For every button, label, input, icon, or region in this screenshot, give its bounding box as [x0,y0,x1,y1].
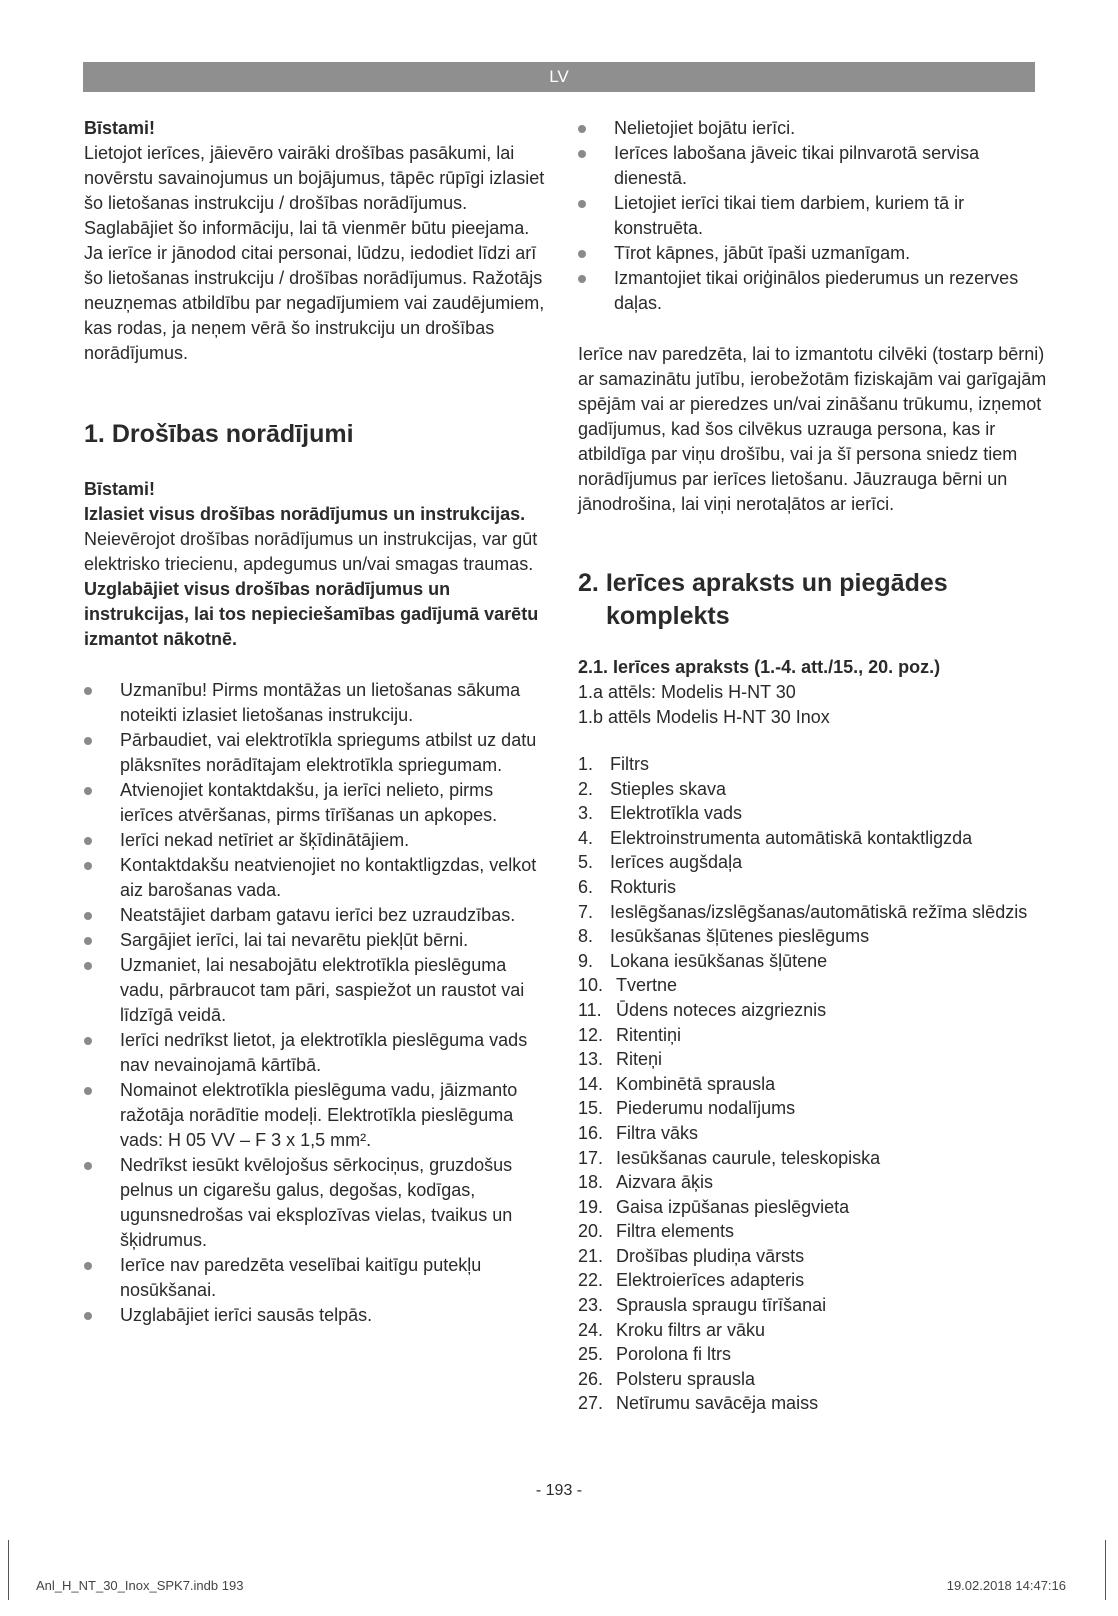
page-number: - 193 - [535,1482,583,1499]
part-number: 10. [578,975,604,996]
bullet-icon [84,862,92,870]
language-header-bar [83,62,1035,92]
part-label: Riteņi [616,1049,663,1070]
list-item [578,1391,1048,1416]
warning-bold-1: Izlasiet visus drošības norādījumus un instrukcijas. [84,504,526,524]
list-item [578,777,1048,802]
part-label: Ritentiņi [616,1024,682,1045]
list-item: Ierīce nav paredzēta veselībai kaitīgu putekļu nosūkšanai. [84,1253,546,1303]
part-label: Ieslēgšanas/izslēgšanas/automātiskā režīma slēdzis [610,901,1028,922]
bullet-icon [84,687,92,695]
section-2-title: Ierīces apraksts un piegādes komplekts [605,569,948,630]
section-1-heading [84,418,546,451]
part-label: Drošības pludiņa vārsts [616,1245,805,1266]
part-number: 13. [578,1049,604,1070]
footer-file-info: Anl_H_NT_30_Inox_SPK7.indb 193 [36,1578,244,1593]
list-item [578,1047,1048,1072]
bullet-icon [84,737,92,745]
section-1-title: Drošības norādījumi [111,420,354,448]
figure-1a-caption: 1.a attēls: Modelis H-NT 30 [578,682,796,702]
part-number: 23. [578,1295,604,1316]
part-label: Elektroinstrumenta automātiskā kontaktligzda [610,827,973,848]
bullet-icon [84,912,92,920]
part-label: Elektroierīces adapteris [616,1270,805,1291]
safety-warning-paragraph [84,502,546,652]
section-2-number: 2. [578,569,599,597]
part-number: 15. [578,1098,604,1119]
list-item [578,850,1048,875]
language-code: LV [549,67,569,86]
part-number: 21. [578,1245,604,1266]
part-number: 4. [578,827,594,848]
part-number: 20. [578,1221,604,1242]
part-label: Tvertne [616,975,678,996]
bullet-icon [84,962,92,970]
list-item: Ierīci nedrīkst lietot, ja elektrotīkla pieslēguma vads nav nevainojamā kārtībā. [84,1028,546,1078]
children-warning-paragraph: Ierīce nav paredzēta, lai to izmantotu cilvēki (tostarp bērni) ar samazinātu jutību, ierobežotām fiziskajām vai garīgajām spējām vai ar pieredzes un/vai zināšanu trūkumu, izņemot gadījumus, kad šos cilvēkus uzrauga persona, kas ir atbildīga par viņu drošību, vai ja šī persona sniedz tiem norādījumus par ierīces lietošanu. Jāuzrauga bērni un jānodrošina, lai viņi nerotaļātos ar ierīci. [578,344,1047,514]
part-label: Kombinētā sprausla [616,1073,776,1094]
warning-bold-2: Uzglabājiet visus drošības norādījumus un instrukcijas, lai tos nepieciešamības gadījumā varētu izmantot nākotnē. [84,579,539,649]
part-label: Polsteru sprausla [616,1368,756,1389]
part-number: 8. [578,926,594,947]
danger-heading-2: Bīstami! [84,479,156,499]
footer-datetime: 19.02.2018 14:47:16 [946,1578,1066,1593]
list-item: Uzmanību! Pirms montāžas un lietošanas sākuma noteikti izlasiet lietošanas instrukciju. [84,678,546,728]
list-item [578,1367,1048,1392]
part-label: Filtrs [610,754,649,774]
bullet-icon [84,1087,92,1095]
part-number: 1. [578,754,594,774]
bullet-icon [578,125,586,133]
part-label: Gaisa izpūšanas pieslēgvieta [616,1196,850,1217]
bullet-icon [84,1262,92,1270]
crop-mark-right [1105,1540,1106,1600]
part-label: Kroku filtrs ar vāku [616,1319,766,1340]
part-label: Aizvara āķis [616,1172,714,1193]
part-number: 24. [578,1319,604,1340]
part-number: 12. [578,1024,604,1045]
figure-1b-caption: 1.b attēls Modelis H-NT 30 Inox [578,707,830,727]
list-item [578,826,1048,851]
list-item [578,900,1048,925]
list-item: Lietojiet ierīci tikai tiem darbiem, kuriem tā ir konstruēta. [578,191,1048,241]
part-label: Filtra elements [616,1221,735,1242]
part-number: 17. [578,1147,604,1168]
subsection-2-1-heading: 2.1. Ierīces apraksts (1.-4. att./15., 20. poz.) [578,657,941,677]
list-item: Izmantojiet tikai oriģinālos piederumus un rezerves daļas. [578,266,1048,316]
part-label: Piederumu nodalījums [616,1098,796,1119]
part-number: 16. [578,1122,604,1143]
part-number: 5. [578,852,594,873]
parts-list [578,752,1048,1416]
part-number: 2. [578,778,594,799]
bullet-icon [84,837,92,845]
list-item: Tīrot kāpnes, jābūt īpaši uzmanīgam. [578,241,1048,266]
list-item [578,1096,1048,1121]
part-number: 3. [578,803,594,824]
list-item [578,1195,1048,1220]
list-item [578,1244,1048,1269]
bullet-icon [84,787,92,795]
part-label: Iesūkšanas šļūtenes pieslēgums [610,926,870,947]
part-label: Lokana iesūkšanas šļūtene [610,950,828,971]
list-item [578,1219,1048,1244]
list-item: Sargājiet ierīci, lai tai nevarētu piekļūt bērni. [84,928,546,953]
list-item [578,973,1048,998]
part-label: Elektrotīkla vads [610,803,743,824]
part-number: 22. [578,1270,604,1291]
list-item [578,1170,1048,1195]
left-column [84,116,546,1328]
part-number: 25. [578,1344,604,1365]
list-item [578,1342,1048,1367]
list-item: Neatstājiet darbam gatavu ierīci bez uzraudzības. [84,903,546,928]
bullet-icon [578,275,586,283]
list-item: Atvienojiet kontaktdakšu, ja ierīci nelieto, pirms ierīces atvēršanas, pirms tīrīšanas un apkopes. [84,778,546,828]
part-label: Netīrumu savācēja maiss [616,1393,819,1414]
bullet-icon [84,937,92,945]
part-number: 11. [578,999,602,1020]
part-label: Rokturis [610,876,677,897]
section-1-number: 1. [84,420,105,448]
list-item [578,1072,1048,1097]
danger-intro-text: Lietojot ierīces, jāievēro vairāki drošības pasākumi, lai novērstu savainojumus un bojājumus, tāpēc rūpīgi izlasiet šo lietošanas instrukciju / drošības norādījumus. Saglabājiet šo informāciju, lai tā vienmēr būtu pieejama. Ja ierīce ir jānodod citai personai, lūdzu, iedodiet līdzi arī šo lietošanas instrukciju / drošības norādījumus. Ražotājs neuzņemas atbildību par negadījumiem vai zaudējumiem, kas rodas, ja neņem vērā šo instrukciju un drošības norādījumus. [84,143,545,363]
bullet-icon [578,250,586,258]
list-item [578,801,1048,826]
list-item [578,949,1048,974]
part-number: 18. [578,1172,604,1193]
list-item: Pārbaudiet, vai elektrotīkla spriegums atbilst uz datu plāksnītes norādītajam elektrotīkla spriegumam. [84,728,546,778]
danger-heading: Bīstami! [84,118,156,138]
list-item [578,924,1048,949]
list-item: Ierīces labošana jāveic tikai pilnvarotā servisa dienestā. [578,141,1048,191]
part-number: 27. [578,1393,604,1414]
list-item: Uzmaniet, lai nesabojātu elektrotīkla pieslēguma vadu, pārbraucot tam pāri, saspiežot un raustot vai līdzīgā veidā. [84,953,546,1028]
bullet-icon [84,1162,92,1170]
list-item [578,875,1048,900]
part-number: 6. [578,876,594,897]
section-2-heading [578,567,1048,633]
list-item: Nomainot elektrotīkla pieslēguma vadu, jāizmanto ražotāja norādītie modeļi. Elektrotīkla pieslēguma vads: H 05 VV – F 3 x 1,5 mm². [84,1078,546,1153]
part-label: Iesūkšanas caurule, teleskopiska [616,1147,881,1168]
bullet-icon [578,200,586,208]
list-item [578,1146,1048,1171]
list-item [578,1318,1048,1343]
part-number: 19. [578,1196,604,1217]
part-label: Filtra vāks [616,1122,699,1143]
list-item: Nedrīkst iesūkt kvēlojošus sērkociņus, gruzdošus pelnus un cigarešu galus, degošas, kodīgas, ugunsnedrošas vai eksplozīvas vielas, tvaikus un šķidrumus. [84,1153,546,1253]
list-item [578,1268,1048,1293]
part-label: Sprausla spraugu tīrīšanai [616,1295,827,1316]
part-label: Porolona fi ltrs [616,1344,732,1365]
list-item [578,1121,1048,1146]
bullet-icon [578,150,586,158]
list-item [578,998,1048,1023]
part-label: Stieples skava [610,778,727,799]
part-number: 7. [578,901,594,922]
part-number: 9. [578,950,594,971]
part-label: Ierīces augšdaļa [610,852,743,873]
part-number: 14. [578,1073,604,1094]
list-item: Nelietojiet bojātu ierīci. [578,116,1048,141]
list-item [578,752,1048,777]
safety-bullet-list-continued [578,116,1048,316]
bullet-icon [84,1312,92,1320]
part-number: 26. [578,1368,604,1389]
right-column [578,116,1048,1416]
crop-mark-left [8,1540,9,1600]
safety-bullet-list [84,678,546,1328]
bullet-icon [84,1037,92,1045]
list-item: Kontaktdakšu neatvienojiet no kontaktligzdas, velkot aiz barošanas vada. [84,853,546,903]
list-item [578,1293,1048,1318]
warning-text: Neievērojot drošības norādījumus un instrukcijas, var gūt elektrisko triecienu, apdegumus un/vai smagas traumas. [84,529,538,574]
part-label: Ūdens noteces aizgrieznis [616,999,827,1020]
list-item [578,1023,1048,1048]
list-item: Ierīci nekad netīriet ar šķīdinātājiem. [84,828,546,853]
list-item: Uzglabājiet ierīci sausās telpās. [84,1303,546,1328]
